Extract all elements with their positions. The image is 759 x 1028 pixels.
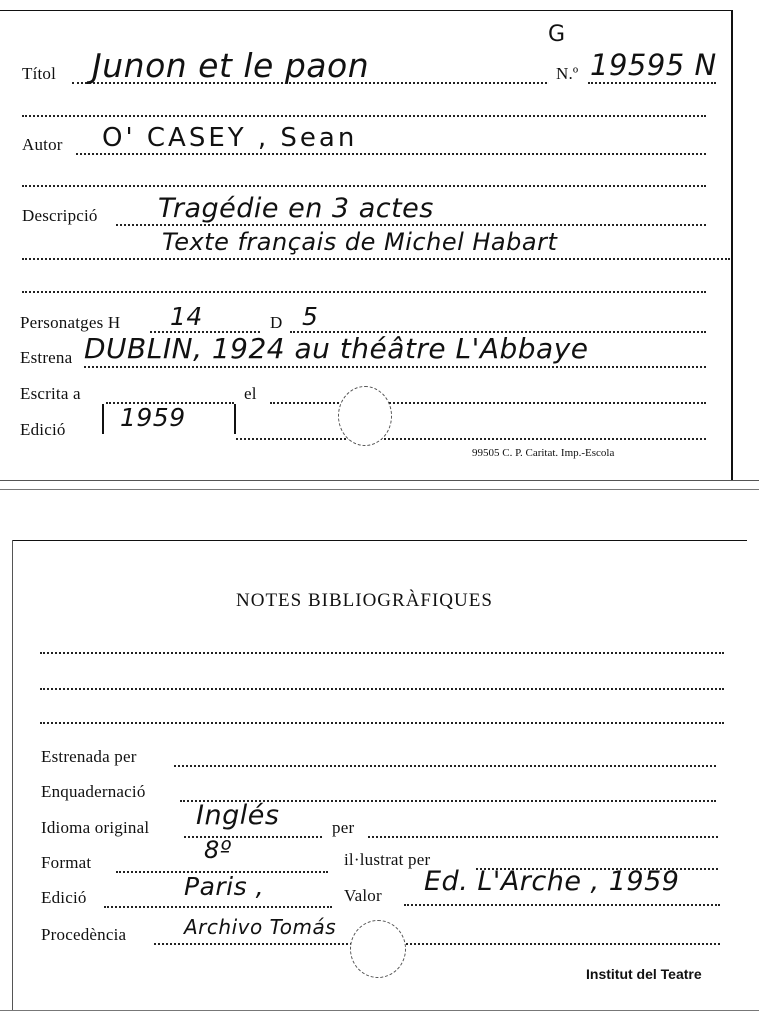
notes-line-2: [40, 688, 724, 690]
descripcio-label: Descripció: [22, 206, 98, 225]
autor-value: O' CASEY , Sean: [102, 123, 358, 153]
edicio-back-label: Edició: [41, 888, 87, 907]
edicio-back-value: Paris ,: [184, 872, 265, 901]
titol-value: Junon et le paon: [92, 46, 370, 85]
personatges-label: Personatges H: [20, 313, 121, 332]
printer-credit: 99505 C. P. Caritat. Imp.-Escola: [472, 447, 615, 459]
procedencia-label: Procedència: [41, 925, 127, 944]
notes-line-3: [40, 722, 724, 724]
escrita-el-label: el: [244, 384, 257, 403]
descripcio-line-3: [22, 291, 706, 293]
punch-hole-back: [350, 920, 406, 978]
personatges-d-label: D: [270, 313, 283, 332]
valor-line: [404, 904, 720, 906]
numero-label: N.º: [556, 64, 579, 83]
autor-extra-line: [22, 185, 706, 187]
procedencia-value: Archivo Tomás: [184, 915, 337, 939]
notes-heading: NOTES BIBLIOGRÀFIQUES: [236, 590, 493, 611]
titol-extra-line: [22, 115, 706, 117]
institution-stamp: Institut del Teatre: [586, 966, 702, 982]
edicio-back-line: [104, 906, 332, 908]
descripcio-value-1: Tragédie en 3 actes: [158, 193, 434, 224]
idioma-per-label: per: [332, 818, 355, 837]
edicio-value: 1959: [120, 403, 186, 432]
titol-label: Títol: [22, 64, 57, 83]
estrena-label: Estrena: [20, 348, 73, 367]
corner-mark: G: [548, 22, 566, 47]
descripcio-line-2: [22, 258, 730, 260]
personatges-d-value: 5: [302, 302, 319, 331]
escrita-el-line: [270, 402, 706, 404]
punch-hole-front: [338, 386, 392, 446]
idioma-per-line: [368, 836, 718, 838]
enquadernacio-label: Enquadernació: [41, 782, 146, 801]
estrenada-per-label: Estrenada per: [41, 747, 137, 766]
autor-label: Autor: [22, 135, 63, 154]
card-right-edge: [731, 10, 733, 480]
idioma-value: Inglés: [196, 800, 280, 831]
back-left-edge: [12, 540, 13, 1010]
edicio-label: Edició: [20, 420, 66, 439]
numero-line: [588, 82, 716, 84]
card-bottom-edge: [0, 480, 759, 481]
descripcio-value-2: Texte français de Michel Habart: [162, 228, 558, 256]
procedencia-line: [154, 943, 720, 945]
back-bottom-edge: [0, 1010, 759, 1011]
descripcio-line-1: [116, 224, 706, 226]
numero-value: 19595 N: [590, 48, 717, 82]
edicio-line: [236, 438, 706, 440]
format-value: 8º: [204, 836, 232, 864]
idioma-label: Idioma original: [41, 818, 150, 837]
escrita-label: Escrita a: [20, 384, 81, 403]
back-top-edge: [12, 540, 747, 541]
valor-value: Ed. L'Arche , 1959: [424, 866, 680, 897]
estrena-value: DUBLIN, 1924 au théâtre L'Abbaye: [84, 332, 589, 365]
illustrat-label: il·lustrat per: [344, 850, 431, 869]
card-top-edge: [0, 10, 733, 11]
autor-line: [76, 153, 706, 155]
valor-label: Valor: [344, 886, 382, 905]
personatges-h-value: 14: [170, 302, 203, 331]
format-label: Format: [41, 853, 92, 872]
notes-line-1: [40, 652, 724, 654]
card-bottom-edge-2: [0, 489, 759, 490]
estrenada-per-line: [174, 765, 716, 767]
estrena-line: [84, 366, 706, 368]
